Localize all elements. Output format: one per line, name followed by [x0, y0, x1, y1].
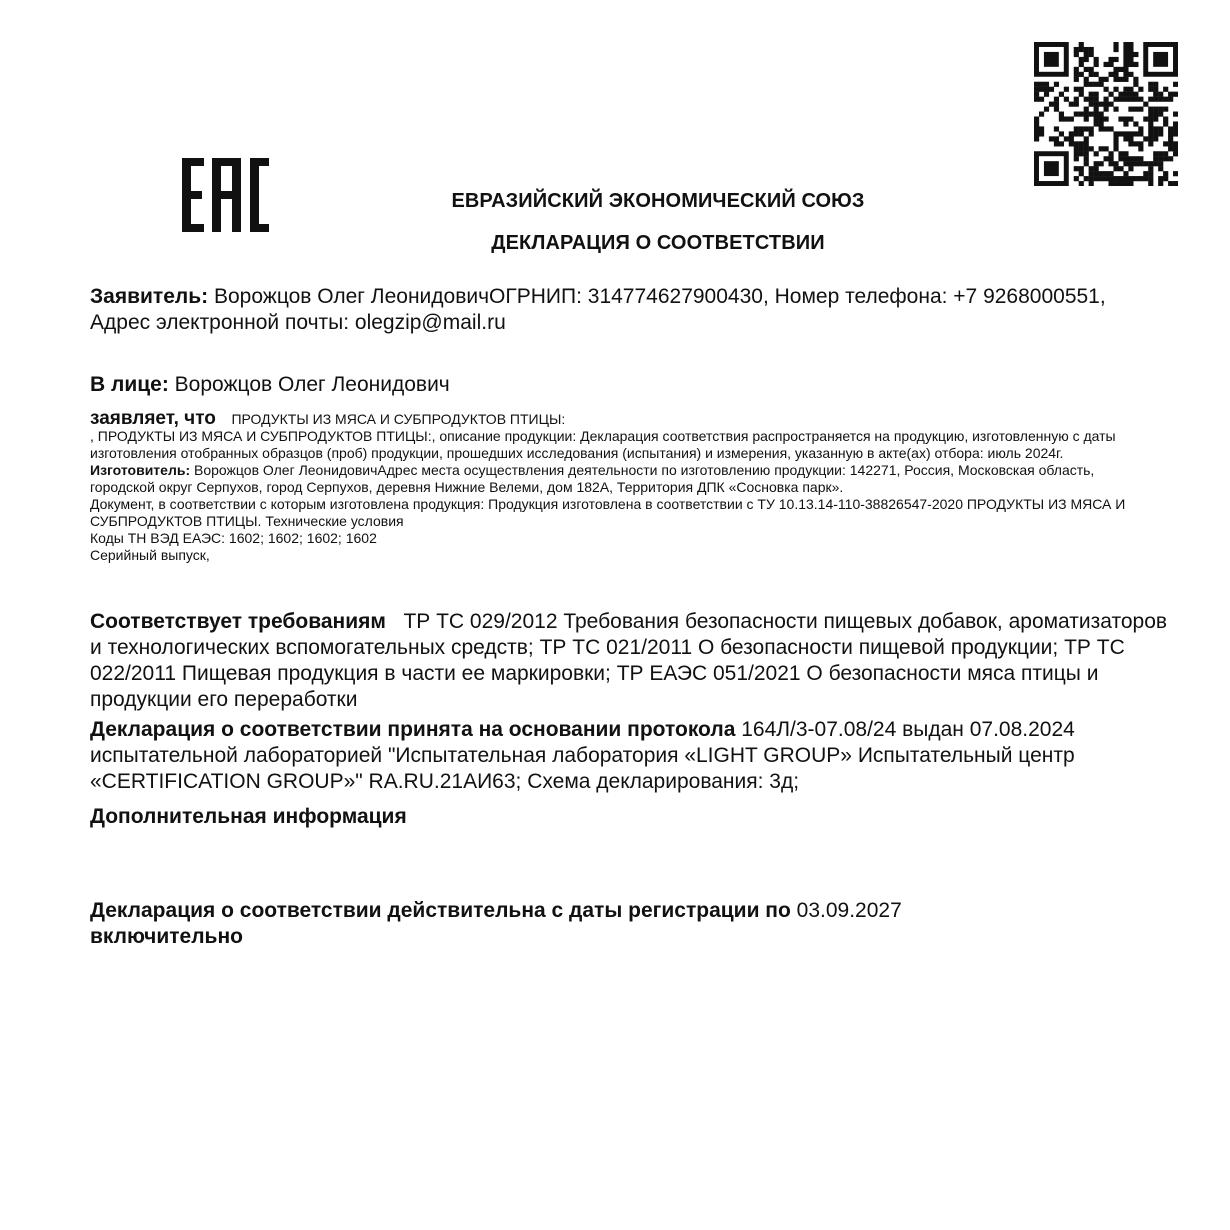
- product-name: ПРОДУКТЫ ИЗ МЯСА И СУБПРОДУКТОВ ПТИЦЫ:: [231, 411, 566, 427]
- basis-label: Декларация о соответствии принята на основании протокола: [90, 718, 736, 741]
- applicant-text: Ворожцов Олег ЛеонидовичОГРНИП: 314774627900430, Номер телефона: +7 9268000551, Адрес электронной почты: olegzip@mail.ru: [90, 285, 1106, 334]
- qr-code: [1034, 42, 1178, 186]
- conforms-text: ТР ТС 029/2012 Требования безопасности пищевых добавок, ароматизаторов и технологических вспомогательных средств; ТР ТС 021/2011 О безопасности пищевой продукции; ТР ТС 022/2011 Пищевая продукция в части ее маркировки; ТР ЕАЭС 051/2021 О безопасности мяса птицы и продукции его переработки: [90, 610, 1168, 711]
- validity-label: Декларация о соответствии действительна с даты регистрации по: [90, 899, 791, 922]
- applicant-section: [90, 284, 1150, 336]
- declares-section: [90, 410, 1150, 564]
- validity-suffix: включительно: [90, 925, 243, 948]
- applicant-label: Заявитель:: [90, 285, 209, 308]
- validity-section: [90, 898, 1090, 950]
- in-face-section: [90, 372, 1150, 398]
- additional-info-heading: Дополнительная информация: [90, 805, 407, 828]
- product-description: , ПРОДУКТЫ ИЗ МЯСА И СУБПРОДУКТОВ ПТИЦЫ:, описание продукции: Декларация соответствия распространяется на продукцию, изготовленную с даты изготовления отобранных образцов (проб) продукции, прошедших исследования (испытания) и измерения, указанную в акте(ах) отбора: июль 2024г.: [90, 428, 1116, 461]
- union-title: ЕВРАЗИЙСКИЙ ЭКОНОМИЧЕСКИЙ СОЮЗ: [451, 190, 865, 212]
- conforms-label: Соответствует требованиям: [90, 610, 386, 633]
- basis-section: [90, 717, 1170, 795]
- basis-text: 164Л/3-07.08/24 выдан 07.08.2024 испытательной лабораторией "Испытательная лаборатория «LIGHT GROUP» Испытательный центр «CERTIFICATION GROUP»" RA.RU.21АИ63; Схема декларирования: 3д;: [90, 718, 1075, 793]
- conforms-section: [90, 609, 1170, 713]
- document-line: Документ, в соответствии с которым изготовлена продукция: Продукция изготовлена в соответствии с ТУ 10.13.14-110-38826547-2020 ПРОДУКТЫ ИЗ МЯСА И СУБПРОДУКТОВ ПТИЦЫ. Технические условия: [90, 496, 1126, 529]
- serial-line: Серийный выпуск,: [90, 547, 210, 563]
- in-face-text: Ворожцов Олег Леонидович: [168, 373, 450, 396]
- manufacturer-label: Изготовитель:: [90, 462, 191, 478]
- document-title: ДЕКЛАРАЦИЯ О СООТВЕТСТВИИ: [491, 232, 825, 254]
- validity-date: 03.09.2027: [790, 899, 902, 922]
- in-face-label: В лице:: [90, 373, 169, 396]
- codes-line: Коды ТН ВЭД ЕАЭС: 1602; 1602; 1602; 1602: [90, 530, 377, 546]
- declares-label: заявляет, что: [90, 408, 216, 429]
- manufacturer-text: Ворожцов Олег ЛеонидовичАдрес места осуществления деятельности по изготовлению продукции: 142271, Россия, Московская область, городской округ Серпухов, город Серпухов, деревня Нижние Велеми, дом 182А, Территория ДПК «Сосновка парк».: [90, 462, 1095, 495]
